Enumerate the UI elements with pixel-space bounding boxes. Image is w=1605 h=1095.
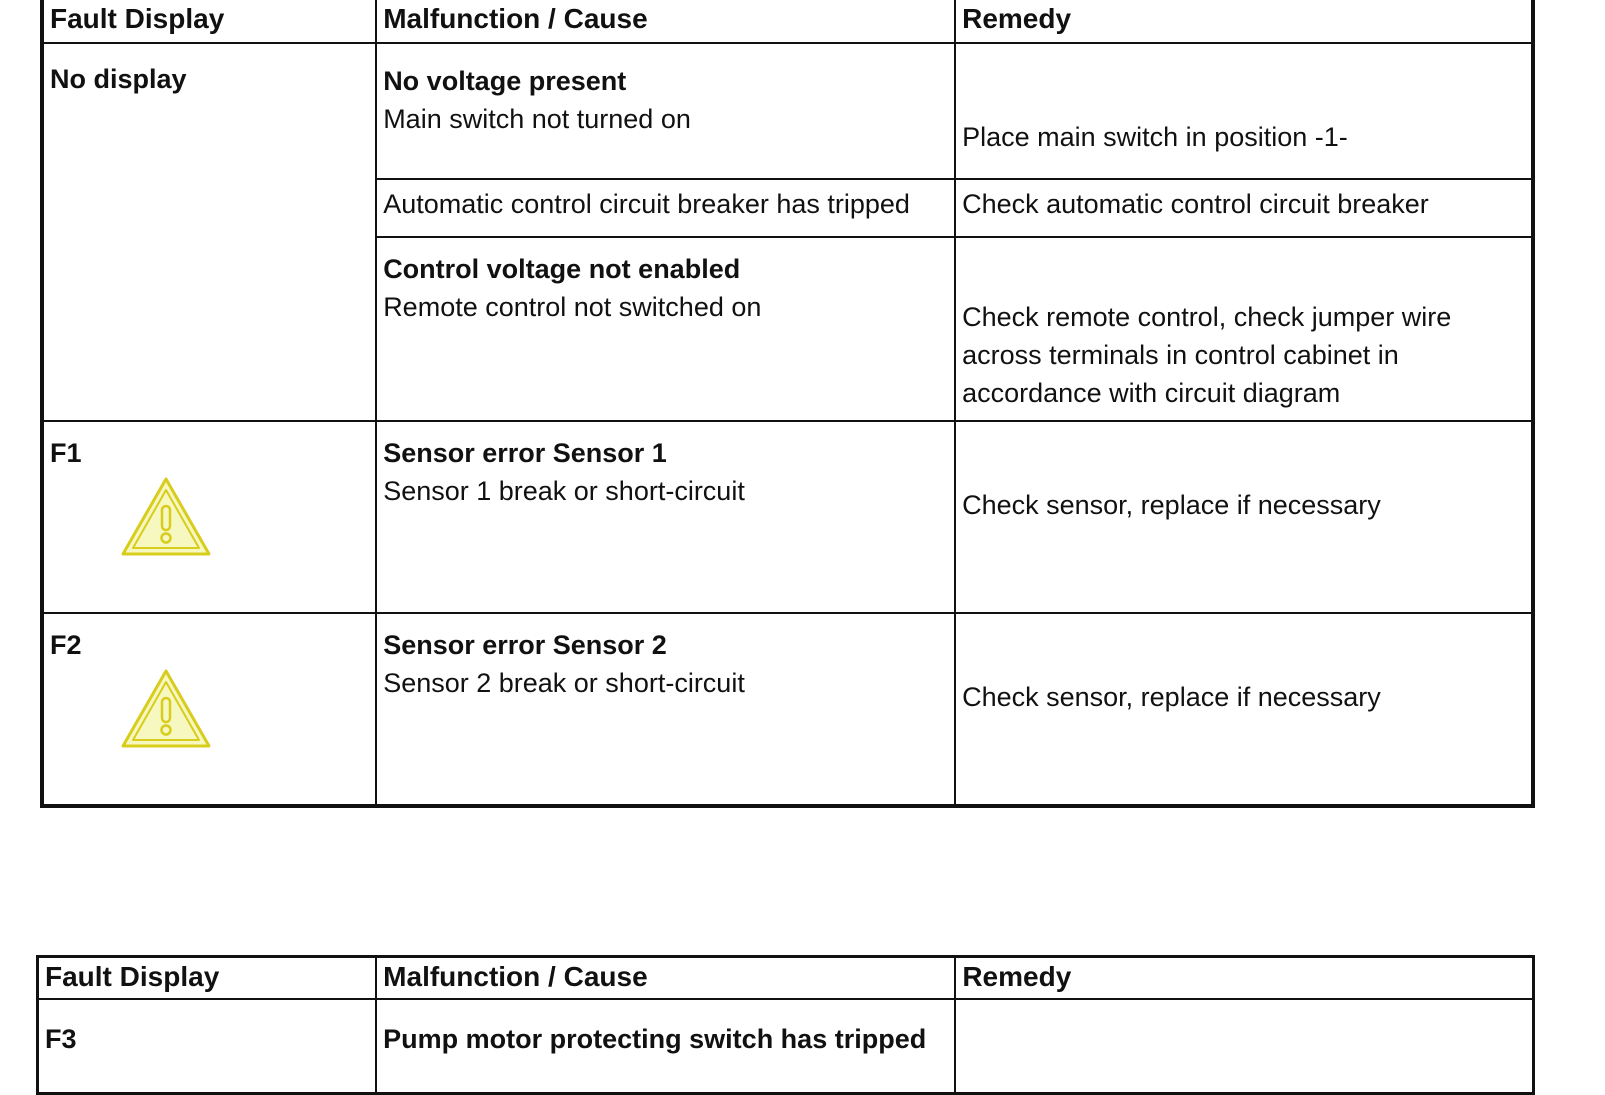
cause-text: Remote control not switched on: [383, 292, 762, 322]
header-remedy: Remedy: [955, 0, 1533, 43]
remedy-cell: [955, 237, 1533, 421]
fault-cell: [42, 421, 376, 613]
cause-cell: [376, 999, 955, 1094]
remedy-text: Check sensor, replace if necessary: [962, 490, 1381, 520]
fault-table-2: [36, 955, 1535, 1095]
cause-text: Sensor 1 break or short-circuit: [383, 476, 745, 506]
warning-triangle-icon: [120, 668, 212, 750]
cause-cell: [376, 179, 955, 237]
remedy-text: Check remote control, check jumper wire across terminals in control cabinet in accordance with circuit diagram: [962, 302, 1452, 408]
fault-cell: [38, 999, 377, 1094]
warning-triangle-icon: [120, 476, 212, 558]
remedy-cell: [955, 179, 1533, 237]
cause-cell: [376, 421, 955, 613]
cause-title: Sensor error Sensor 2: [383, 630, 667, 660]
table-row: [42, 43, 1533, 179]
cause-text: Main switch not turned on: [383, 104, 691, 134]
remedy-cell: [955, 43, 1533, 179]
remedy-cell: [955, 421, 1533, 613]
fault-label: F2: [50, 630, 82, 660]
remedy-text: Place main switch in position -1-: [962, 122, 1348, 152]
cause-text: Sensor 2 break or short-circuit: [383, 668, 745, 698]
cause-title: Control voltage not enabled: [383, 254, 741, 284]
cause-cell: [376, 613, 955, 806]
table-header-row: [42, 0, 1533, 43]
fault-cell: [42, 613, 376, 806]
fault-label: F3: [45, 1024, 77, 1054]
fault-label: No display: [50, 64, 187, 94]
header-malfunction-cause: Malfunction / Cause: [376, 957, 955, 1000]
table-row: [38, 999, 1534, 1094]
cause-title: No voltage present: [383, 66, 627, 96]
header-remedy: Remedy: [955, 957, 1533, 1000]
table-header-row: [38, 957, 1534, 1000]
remedy-text: Check automatic control circuit breaker: [962, 189, 1429, 219]
cause-cell: [376, 43, 955, 179]
cause-cell: [376, 237, 955, 421]
fault-label: F1: [50, 438, 82, 468]
fault-table-1: [40, 0, 1535, 808]
table-row: [42, 421, 1533, 613]
table-row: [42, 613, 1533, 806]
fault-cell: [42, 43, 376, 421]
header-fault-display: Fault Display: [38, 957, 377, 1000]
remedy-text: Check sensor, replace if necessary: [962, 682, 1381, 712]
header-malfunction-cause: Malfunction / Cause: [376, 0, 955, 43]
cause-title: Pump motor protecting switch has tripped: [383, 1024, 927, 1054]
header-fault-display: Fault Display: [42, 0, 376, 43]
remedy-cell: [955, 999, 1533, 1094]
remedy-cell: [955, 613, 1533, 806]
cause-title: Sensor error Sensor 1: [383, 438, 667, 468]
cause-text: Automatic control circuit breaker has tripped: [383, 189, 910, 219]
